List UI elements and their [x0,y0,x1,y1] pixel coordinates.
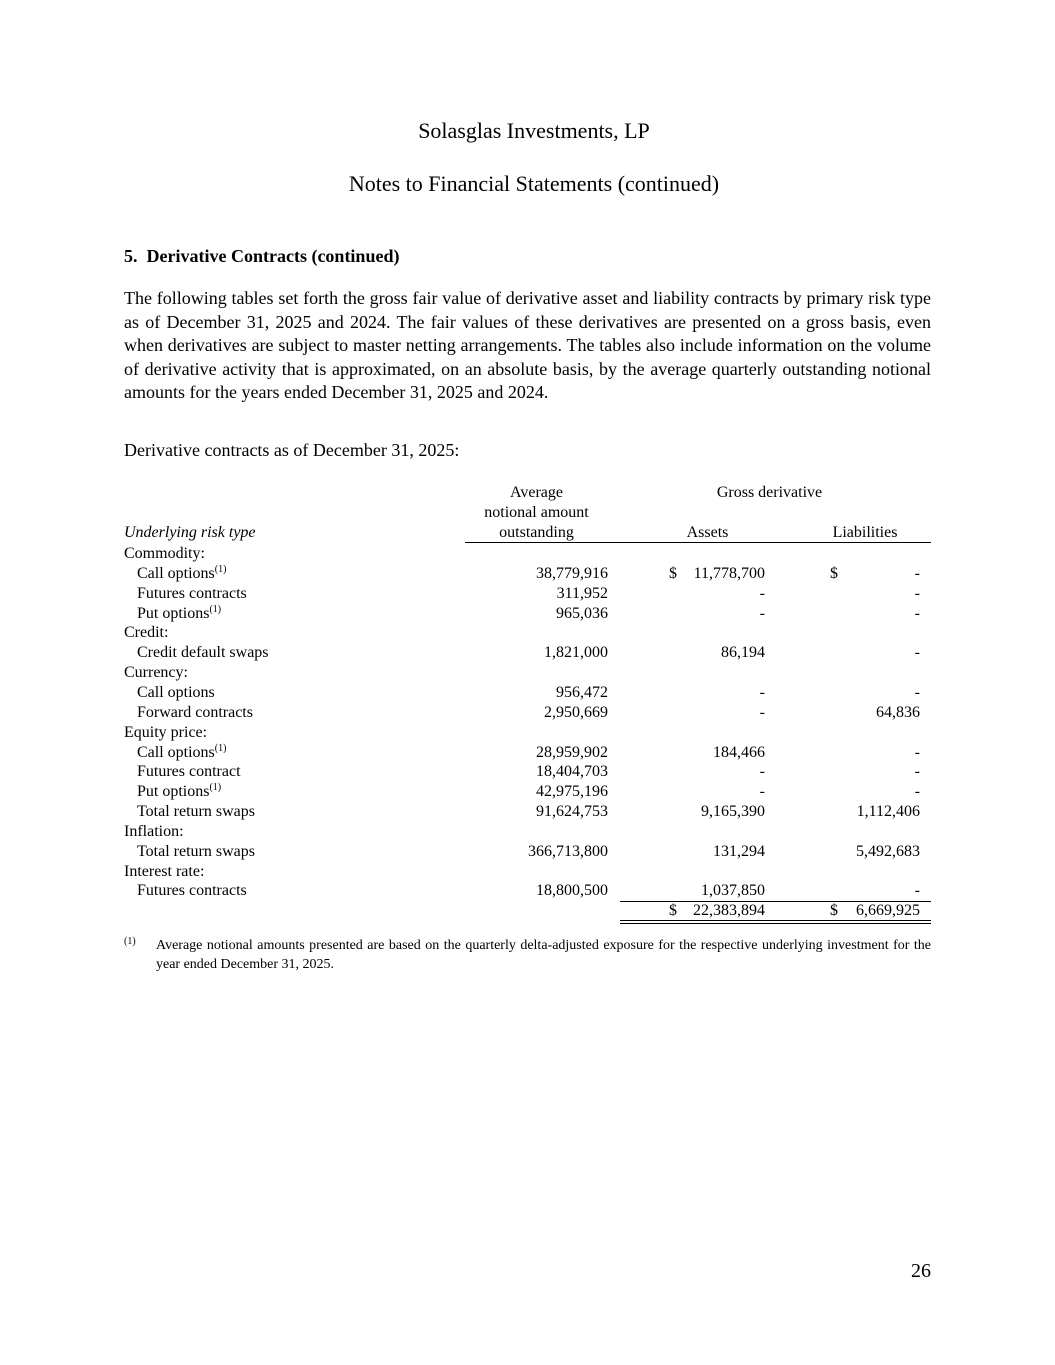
row-label [137,683,215,703]
table-row [0,802,1055,822]
company-name: Solasglas Investments, LP [418,118,650,143]
notional-cell: 366,713,800 [528,842,608,860]
assets-cell: 11,778,700 [693,564,765,582]
footnote-text: Average notional amounts presented are based on the quarterly delta-adjusted exposure for the respective underlying investment for the year ended December 31, 2025. [156,938,931,972]
row-label [137,842,255,862]
total-liabilities: 6,669,925 [856,902,920,919]
notional-cell: 42,975,196 [536,783,608,801]
footnote-ref: (1) [214,742,227,754]
assets-cell: - [759,584,765,602]
table-row [0,683,1055,703]
notional-cell: 965,036 [556,604,608,622]
category-row [0,623,1055,643]
notional-cell: 956,472 [556,683,608,701]
category-row [0,862,1055,882]
row-label-text: Call options [137,564,215,582]
assets-cell: 131,294 [713,842,765,860]
row-label [137,643,269,663]
header-average: Average [510,484,563,501]
row-label-text: Credit: [124,624,169,642]
category-row [0,822,1055,842]
row-label-text: Put options [137,604,210,622]
total-assets-dollar: $ [669,902,677,919]
table-row [0,881,1055,901]
category-label [124,544,205,564]
assets-cell: - [759,783,765,801]
assets-cell: 86,194 [721,644,765,662]
liabilities-cell: - [914,604,920,622]
footnote-ref: (1) [209,782,222,794]
table-row [0,584,1055,604]
header-notional: notional amount [484,504,589,521]
liabilities-cell: 1,112,406 [856,803,920,821]
notional-cell: 18,800,500 [536,882,608,900]
row-label-text: Put options [137,783,210,801]
row-label-text: Total return swaps [137,842,255,860]
table-row [0,762,1055,782]
assets-cell: - [759,703,765,721]
footnote-ref: (1) [209,603,222,615]
assets-dollar-sign: $ [669,564,677,582]
header-liabilities: Liabilities [832,524,898,541]
total-double-rule [620,920,931,924]
notional-cell: 38,779,916 [536,564,608,582]
total-assets: 22,383,894 [693,902,765,919]
category-row [0,723,1055,743]
row-label-text: Total return swaps [137,803,255,821]
category-label [124,623,168,643]
row-label-text: Currency: [124,664,188,682]
liabilities-cell: - [914,882,920,900]
row-label [137,703,253,723]
table-row [0,782,1055,802]
row-label [137,743,226,763]
liabilities-cell: 64,836 [876,703,920,721]
assets-cell: 1,037,850 [701,882,765,900]
category-row [0,663,1055,683]
notional-cell: 18,404,703 [536,763,608,781]
category-row [0,544,1055,564]
category-label [124,862,204,882]
row-label [137,782,221,802]
row-label-text: Futures contract [137,763,241,781]
header-assets: Assets [686,524,729,541]
table-row [0,842,1055,862]
notional-cell: 91,624,753 [536,803,608,821]
header-rule [465,542,931,543]
row-label-text: Credit default swaps [137,644,269,662]
assets-cell: 9,165,390 [701,803,765,821]
total-row [0,901,1055,921]
liabilities-dollar-sign: $ [830,564,838,582]
assets-cell: - [759,683,765,701]
row-label [137,762,241,782]
notional-cell: 2,950,669 [544,703,608,721]
table-row [0,643,1055,663]
liabilities-cell: - [914,644,920,662]
liabilities-cell: - [914,584,920,602]
row-label-text: Forward contracts [137,703,253,721]
category-label [124,723,207,743]
header-gross-derivative: Gross derivative [716,484,823,501]
liabilities-cell: - [914,683,920,701]
row-label-text: Futures contracts [137,584,247,602]
liabilities-cell: 5,492,683 [856,842,920,860]
liabilities-cell: - [914,743,920,761]
table-row [0,703,1055,723]
liabilities-cell: - [914,564,920,582]
header-risk-type: Underlying risk type [124,524,256,541]
row-label-text: Equity price: [124,723,208,741]
row-label [137,584,247,604]
category-label [124,663,188,683]
footnote-marker: (1) [124,936,136,947]
notional-cell: 311,952 [556,584,608,602]
assets-cell: - [759,763,765,781]
liabilities-cell: - [914,763,920,781]
header-outstanding: outstanding [499,524,574,541]
assets-cell: - [759,604,765,622]
row-label-text: Call options [137,743,215,761]
assets-cell: 184,466 [713,743,765,761]
table-row [0,604,1055,624]
page-subtitle: Notes to Financial Statements (continued) [348,171,720,196]
row-label [137,881,247,901]
row-label [137,564,226,584]
row-label-text: Interest rate: [124,862,205,880]
table-intro: Derivative contracts as of December 31, 2025: [124,440,460,460]
row-label-text: Inflation: [124,822,184,840]
category-label [124,822,184,842]
notional-cell: 1,821,000 [544,644,608,662]
row-label [137,802,255,822]
table-row [0,743,1055,763]
section-paragraph: The following tables set forth the gross fair value of derivative asset and liability contracts by primary risk type as of December 31, 2025 and 2024. The fair values of these derivatives are presented on a gross basis, even when derivatives are subject to master netting arrangements. The tables also include information on the volume of derivative activity that is approximated, on an absolute basis, by the average quarterly outstanding notional amounts for the years ended December 31, 2025 and 2024. [124,288,931,403]
row-label [137,604,221,624]
notional-cell: 28,959,902 [536,743,608,761]
liabilities-cell: - [914,783,920,801]
section-heading: 5. Derivative Contracts (continued) [124,246,400,266]
footnote-ref: (1) [214,563,227,575]
row-label-text: Commodity: [124,545,205,562]
page-number: 26 [911,1260,931,1282]
row-label-text: Futures contracts [137,882,247,900]
total-liabilities-dollar: $ [830,902,838,919]
row-label-text: Call options [137,683,215,701]
table-row [0,564,1055,584]
